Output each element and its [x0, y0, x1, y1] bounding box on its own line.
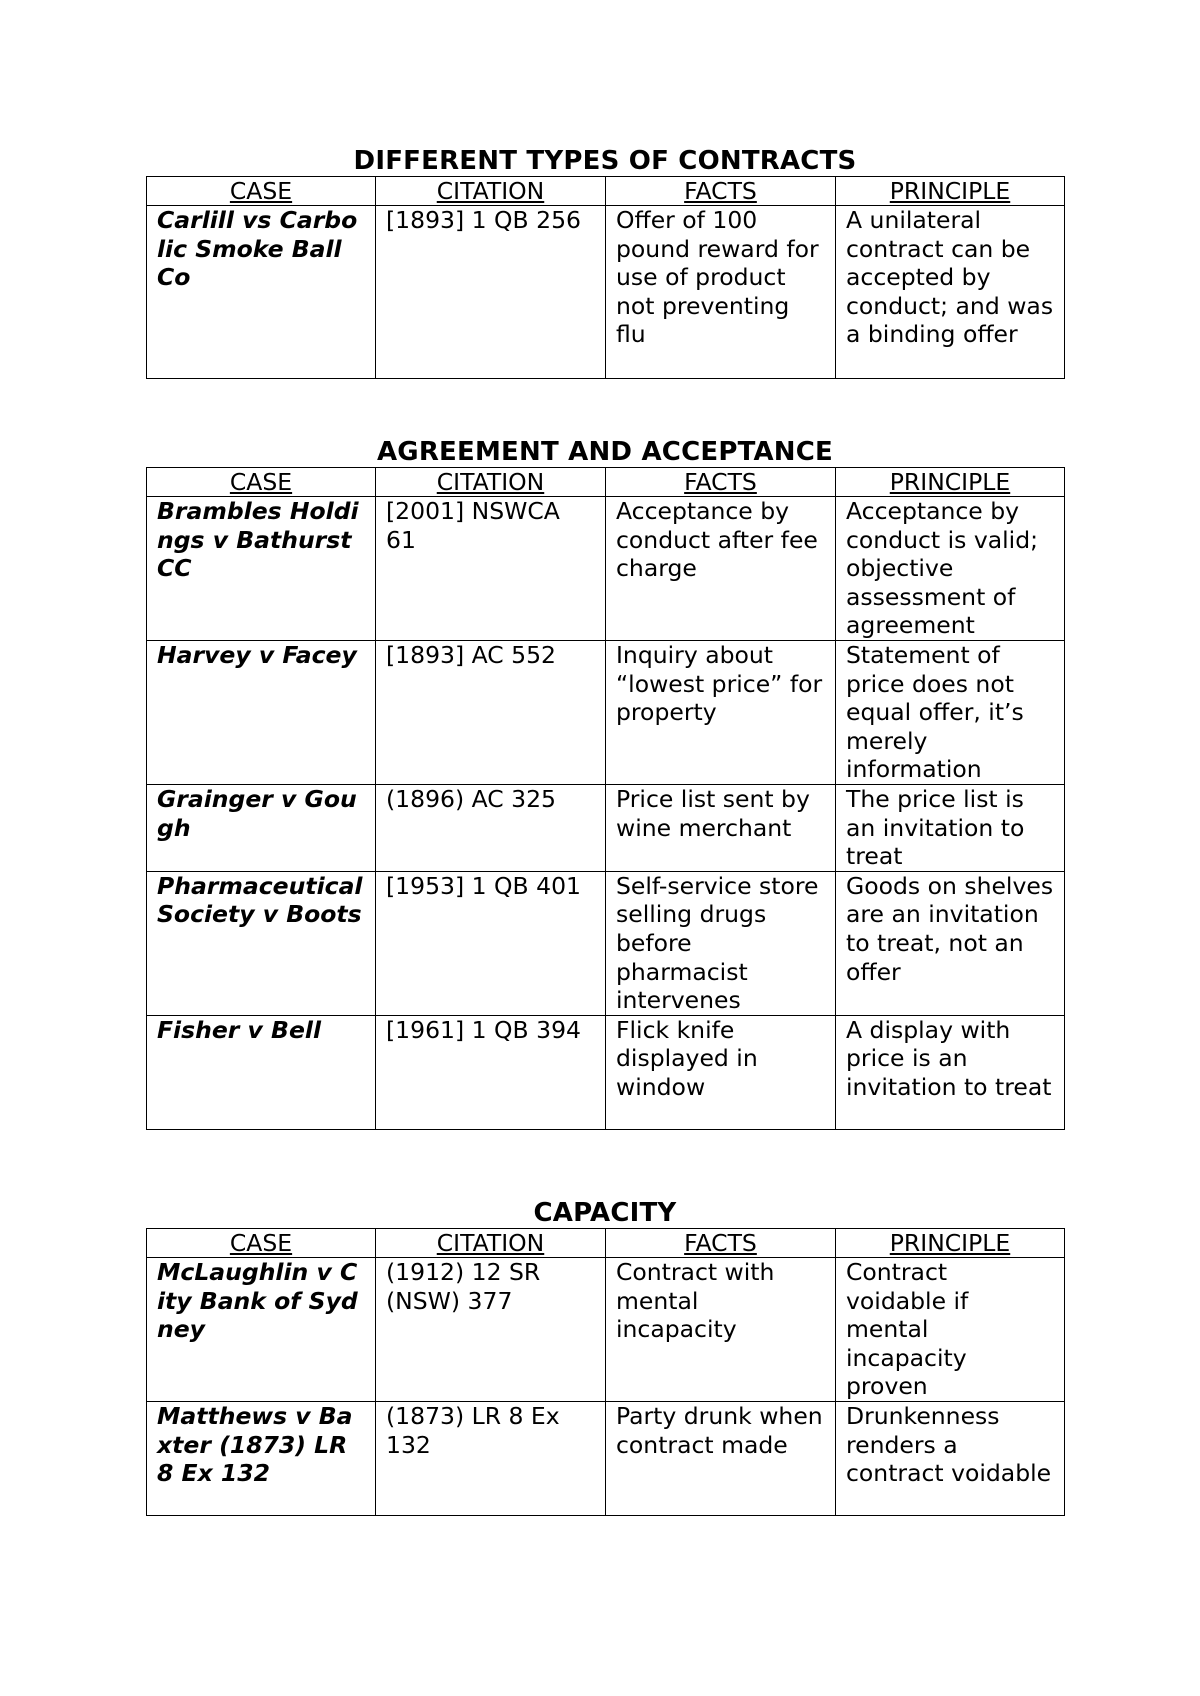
case-name: Pharmaceutical Society v Boots — [147, 871, 376, 1015]
case-principle: Goods on shelves are an invitation to treat, not an offer — [836, 871, 1065, 1015]
case-principle: A display with price is an invitation to treat — [836, 1015, 1065, 1129]
case-facts: Offer of 100 pound reward for use of product not preventing flu — [606, 206, 836, 379]
header-citation: CITATION — [376, 468, 606, 497]
case-citation: [1961] 1 QB 394 — [376, 1015, 606, 1129]
header-principle: PRINCIPLE — [836, 468, 1065, 497]
header-principle: PRINCIPLE — [836, 1229, 1065, 1258]
table-header-row — [147, 1229, 1065, 1258]
case-facts: Flick knife displayed in window — [606, 1015, 836, 1129]
case-facts: Contract with mental incapacity — [606, 1258, 836, 1402]
table-row — [147, 871, 1065, 1015]
case-citation: [1893] AC 552 — [376, 641, 606, 785]
case-citation: [1893] 1 QB 256 — [376, 206, 606, 379]
table-row — [147, 497, 1065, 641]
header-facts: FACTS — [606, 1229, 836, 1258]
case-citation: [2001] NSWCA 61 — [376, 497, 606, 641]
case-principle: Acceptance by conduct is valid; objective assessment of agreement — [836, 497, 1065, 641]
header-facts: FACTS — [606, 177, 836, 206]
section-capacity — [146, 1198, 1064, 1516]
case-name: Carlill vs Carbolic Smoke Ball Co — [147, 206, 376, 379]
case-name: Grainger v Gough — [147, 785, 376, 872]
header-case: CASE — [147, 468, 376, 497]
case-table — [146, 1228, 1065, 1516]
table-row — [147, 1015, 1065, 1129]
header-citation: CITATION — [376, 177, 606, 206]
section-different-types — [146, 146, 1064, 379]
case-name: Fisher v Bell — [147, 1015, 376, 1129]
table-row — [147, 641, 1065, 785]
case-facts: Acceptance by conduct after fee charge — [606, 497, 836, 641]
case-principle: Statement of price does not equal offer, it’s merely information — [836, 641, 1065, 785]
header-case: CASE — [147, 177, 376, 206]
header-facts: FACTS — [606, 468, 836, 497]
section-title: DIFFERENT TYPES OF CONTRACTS — [353, 146, 857, 176]
case-table — [146, 467, 1065, 1130]
section-agreement-acceptance — [146, 437, 1064, 1130]
case-principle: Drunkenness renders a contract voidable — [836, 1402, 1065, 1516]
table-row — [147, 206, 1065, 379]
case-principle: The price list is an invitation to treat — [836, 785, 1065, 872]
case-principle: Contract voidable if mental incapacity proven — [836, 1258, 1065, 1402]
case-facts: Price list sent by wine merchant — [606, 785, 836, 872]
table-row — [147, 785, 1065, 872]
case-facts: Party drunk when contract made — [606, 1402, 836, 1516]
case-name: Brambles Holdings v Bathurst CC — [147, 497, 376, 641]
case-citation: [1953] 1 QB 401 — [376, 871, 606, 1015]
table-row — [147, 1402, 1065, 1516]
case-facts: Inquiry about “lowest price” for property — [606, 641, 836, 785]
section-title: AGREEMENT AND ACCEPTANCE — [376, 437, 834, 467]
case-citation: (1896) AC 325 — [376, 785, 606, 872]
case-name: McLaughlin v City Bank of Sydney — [147, 1258, 376, 1402]
header-citation: CITATION — [376, 1229, 606, 1258]
case-citation: (1912) 12 SR (NSW) 377 — [376, 1258, 606, 1402]
case-principle: A unilateral contract can be accepted by conduct; and was a binding offer — [836, 206, 1065, 379]
case-name: Harvey v Facey — [147, 641, 376, 785]
section-title: CAPACITY — [533, 1198, 677, 1228]
header-principle: PRINCIPLE — [836, 177, 1065, 206]
case-facts: Self-service store selling drugs before pharmacist intervenes — [606, 871, 836, 1015]
table-header-row — [147, 177, 1065, 206]
case-table — [146, 176, 1065, 379]
header-case: CASE — [147, 1229, 376, 1258]
case-citation: (1873) LR 8 Ex 132 — [376, 1402, 606, 1516]
case-name: Matthews v Baxter (1873) LR 8 Ex 132 — [147, 1402, 376, 1516]
table-row — [147, 1258, 1065, 1402]
table-header-row — [147, 468, 1065, 497]
